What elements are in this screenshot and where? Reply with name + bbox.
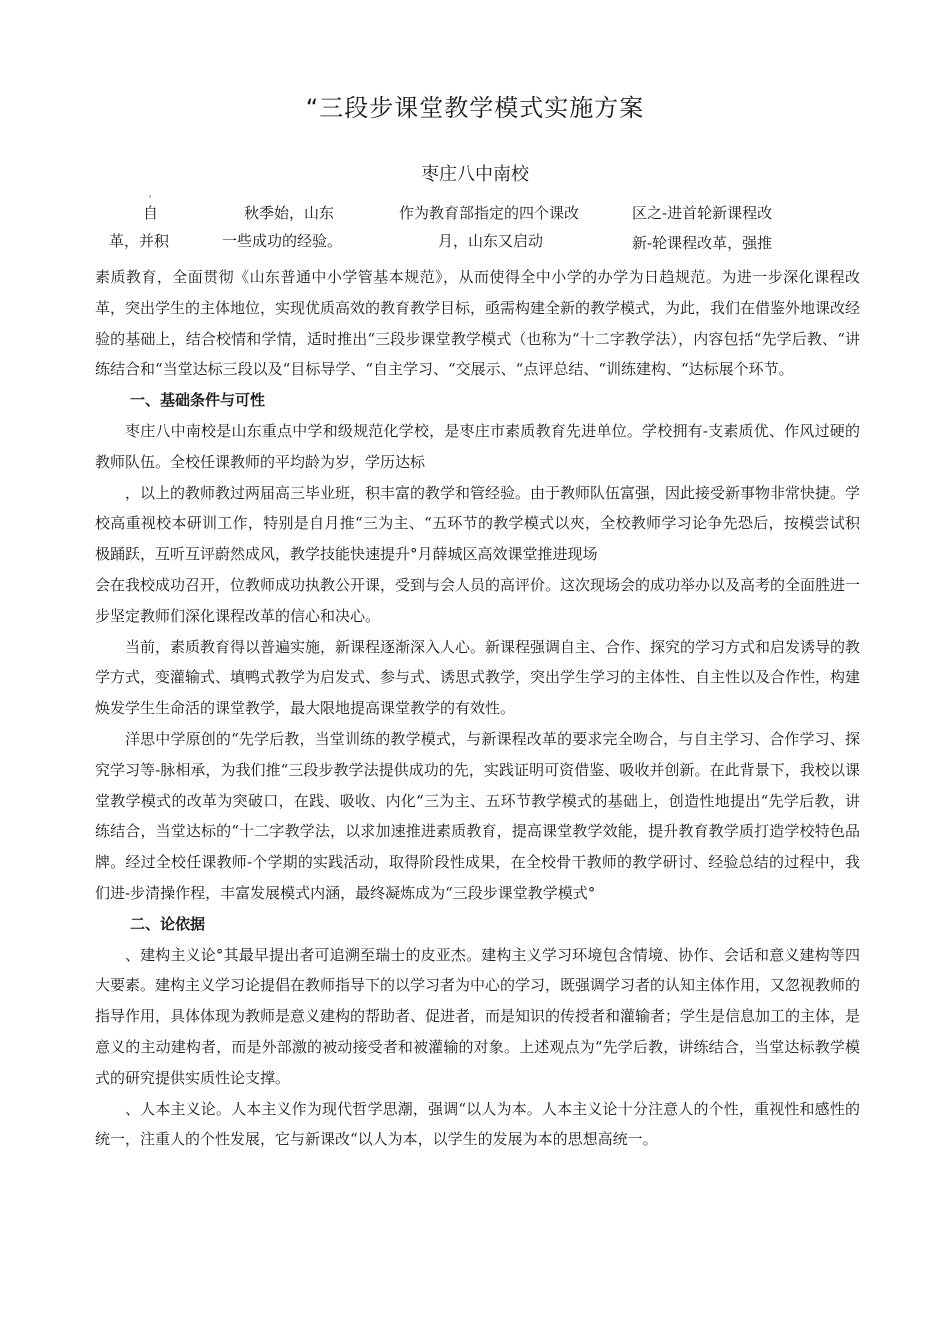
paragraph: 洋思中学原创的“先学后教，当堂训练的教学模式，与新课程改革的要求完全吻合，与自主学习、合作学习、探究学习等-脉相承，为我们推“三段步教学法提供成功的先，实践证明可资借鉴、吸收并创新。在此背景下，我校以课堂教学模式的改革为突破口，在践、吸收、内化“三为主、五环节教学模式的基础上，创造性地提出“先学后教，讲练结合，当堂达标的“十二字教学法，以求加速推进素质教育，提高课堂教学效能，提升教育教学质打造学校特色品牌。经过全校任课教师-个学期的实践活动，取得阶段性成果，在全校骨干教师的教学研讨、经验总结的过程中，我们进-步清操作程，丰富发展模式内涵，最终凝炼成为“三段步课堂教学模式° [95,729,860,902]
intro-fragment: 秋季始，山东 [244,204,335,222]
paragraph: 会在我校成功召开，位教师成功执教公开课，受到与会人员的高评价。这次现场会的成功举办以及高考的全面胜进一步坚定教师们深化课程改革的信心和决心。 [95,575,861,625]
paragraph: 、建构主义论°其最早提出者可追溯至瑞士的皮亚杰。建构主义学习环境包含情境、协作、会话和意义建构等四大要素。建构主义学习论提倡在教师指导下的以学习者为中心的学习，既强调学习者的认知主体作用，又忽视教师的指导作用，具体体现为教师是意义建构的帮助者、促进者，而是知识的传授者和灌输者；学生是信息加工的主体，是意义的主动建构者，而是外部激的被动接受者和被灌输的对象。上述观点为“先学后教，讲练结合，当堂达标教学模式的研究提供实质性论支撑。 [95,945,861,1087]
intro-fragment: 革，并积 [109,232,170,250]
document-body [95,262,860,1155]
document-title: “三段步课堂教学模式实施方案 [305,94,645,122]
intro-fragment: 区之-进首轮新课程改 [632,204,773,222]
intro-paragraph: 素质教育，全面贯彻《山东普通中小学管基本规范》，从而使得全中小学的办学为日趋规范。为进一步深化课程改革，突出学生的主体地位，实现优质高效的教育教学目标，亟需构建全新的教学模式，为此，我们在借鉴外地课改经验的基础上，结合校情和学情，适时推出“三段步课堂教学模式（也称为“十二字教学法），内容包括“先学后教、“讲练结合和“当堂达标三段以及“目标导学、“自主学习、“交展示、“点评总结、“训练建构、“达标展个环节。 [95,268,861,379]
paragraph: 枣庄八中南校是山东重点中学和级规范化学校，是枣庄市素质教育先进单位。学校拥有-支素质优、作风过硬的教师队伍。全校任课教师的平均龄为岁，学历达标 [95,421,860,471]
intro-fragment: 一些成功的经验。 [222,232,343,250]
school-name: 枣庄八中南校 [421,164,529,185]
intro-fragment: 月，山东又启动 [438,232,544,250]
section-heading: 二、论依据 [130,914,206,933]
intro-fragment: 新-轮课程改革，强推 [632,234,773,252]
intro-fragment: 自 [143,204,159,222]
intro-accent-mark: ´ [147,196,152,207]
paragraph: ，以上的教师教过两届高三毕业班，积丰富的教学和管经验。由于教师队伍富强，因此接受新事物非常快捷。学校高重视校本研训工作，特别是自月推“三为主、“五环节的教学模式以夾，全校教师学习论争先恐后，按模尝试积极踊跃，互听互评蔚然成风，教学技能快速提升°月薛城区高效课堂推进现场 [95,483,861,564]
paragraph: 、人本主义论。人本主义作为现代哲学思潮，强调“以人为本。人本主义论十分注意人的个性，重视性和感性的统一，注重人的个性发展，它与新课改“以人为本，以学生的发展为本的思想高统一。 [95,1099,860,1149]
intro-fragment: 作为教育部指定的四个课改 [399,204,580,222]
section-heading: 一、基础条件与可性 [130,391,266,410]
paragraph: 当前，素质教育得以普遍实施，新课程逐渐深入人心。新课程强调自主、合作、探究的学习方式和启发诱导的教学方式，变灌输式、填鸭式教学为启发式、参与式、诱思式教学，突出学生学习的主体性、自主性以及合作性，构建焕发学生生命活的课堂教学，最大限地提高课堂教学的有效性。 [95,637,861,718]
